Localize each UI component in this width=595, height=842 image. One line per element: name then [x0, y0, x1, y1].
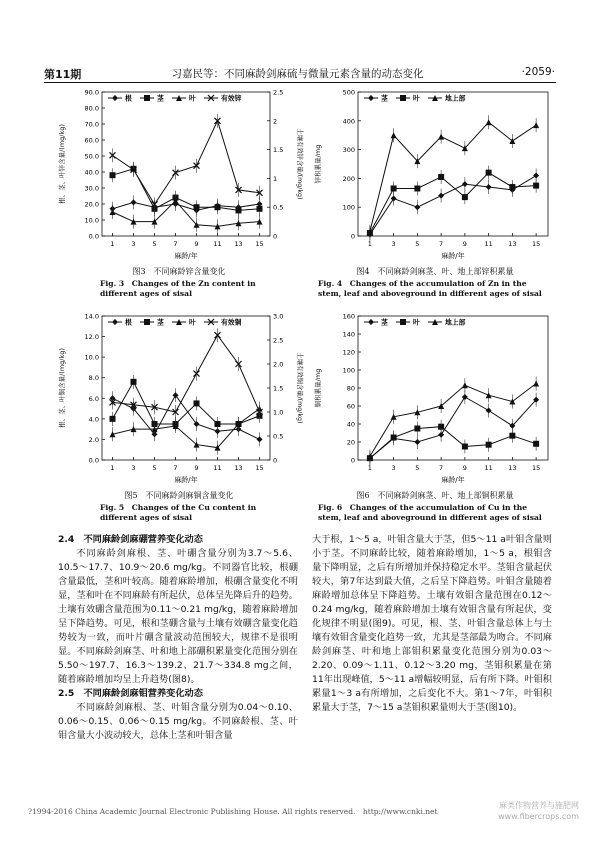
- legend-item: [108, 318, 132, 327]
- y-tick-label: 80.0: [84, 104, 99, 113]
- x-tick-label: 1: [367, 240, 372, 248]
- legend-item: [204, 318, 242, 327]
- data-point: [110, 416, 116, 422]
- data-point: [509, 184, 515, 190]
- data-point: [462, 194, 468, 200]
- data-point: [486, 408, 492, 414]
- running-title: 习嘉民等：不同麻龄剑麻硫与微量元素含量的动态变化: [171, 68, 424, 80]
- legend-marker: [368, 95, 374, 101]
- x-tick-label: 11: [213, 464, 222, 472]
- x-tick-label: 11: [213, 240, 222, 248]
- y-tick-label: 100: [342, 203, 355, 212]
- x-axis-label: 麻龄/年: [441, 476, 465, 484]
- figure-caption-cn: 图3 不同麻龄锌含量变化: [132, 267, 226, 276]
- legend-item: [140, 318, 165, 327]
- x-tick-label: 1: [110, 240, 115, 248]
- y-tick-label: 500: [342, 88, 355, 97]
- y2-tick-label: 2.5: [273, 88, 284, 97]
- data-point: [438, 174, 444, 180]
- y2-tick-label: 0: [273, 232, 278, 241]
- watermark: [498, 800, 579, 822]
- page-number: ·2059·: [521, 66, 555, 78]
- legend-item: [172, 94, 196, 103]
- y-tick-label: 10.0: [84, 216, 99, 225]
- y2-tick-label: 3.0: [273, 312, 284, 321]
- y-tick-label: 10.0: [84, 353, 99, 362]
- legend-item: [140, 94, 165, 103]
- y2-axis-label: 土壤有效锌含量/(mg/kg): [296, 128, 303, 200]
- data-point: [533, 441, 539, 447]
- data-point: [391, 185, 397, 191]
- x-axis-label: 麻龄/年: [174, 476, 198, 484]
- y2-tick-label: 2.5: [273, 336, 284, 345]
- watermark-url: www.fibercrops.com: [498, 812, 579, 821]
- legend-marker: [112, 95, 118, 101]
- y-tick-label: 200: [342, 174, 355, 183]
- legend-item: [172, 318, 196, 327]
- series-line: [113, 395, 260, 439]
- y2-tick-label: 2.0: [273, 360, 284, 369]
- data-point: [438, 424, 444, 430]
- series-line: [370, 122, 536, 231]
- figure-caption-cn: 图4 不同麻龄剑麻茎、叶、地上部锌积累量: [356, 267, 514, 276]
- legend-marker: [144, 319, 150, 325]
- y-tick-label: 90.0: [84, 88, 99, 97]
- x-tick-label: 9: [194, 240, 199, 248]
- header-rule: [44, 82, 556, 83]
- plot-frame: [102, 92, 270, 236]
- series-line: [370, 173, 536, 233]
- series-地上部: [367, 115, 539, 238]
- x-tick-label: 15: [255, 240, 264, 248]
- series-有效锌: [110, 114, 263, 212]
- legend-marker: [368, 319, 374, 325]
- data-point: [414, 426, 420, 432]
- x-tick-label: 5: [152, 464, 157, 472]
- chart-fig6: [310, 308, 560, 488]
- y-tick-label: 8.0: [88, 374, 99, 383]
- x-tick-label: 3: [131, 464, 136, 472]
- chart-fig3: [54, 84, 304, 264]
- x-tick-label: 1: [367, 464, 372, 472]
- y-tick-label: 0: [350, 456, 355, 465]
- series-地上部: [367, 377, 539, 464]
- data-point: [257, 206, 263, 212]
- x-tick-label: 7: [439, 464, 444, 472]
- data-point: [414, 204, 420, 210]
- series-line: [370, 427, 536, 459]
- y-tick-label: 14.0: [84, 312, 99, 321]
- legend-marker: [400, 95, 406, 101]
- paragraph: 大于根，1～5 a，叶钼含量大于茎，但5～11 a叶钼含量则小于茎。不同麻龄比较，随着麻龄增加，1～5 a，根钼含量下降明显，之后有所增加并保持稳定水平。茎钼含量起伏较大，第7年达到最大值，之后呈下降趋势。叶钼含量随着麻龄增加总体呈下降趋势。土壤有效钼含量范围在0.12～0.24 mg/kg，随着麻龄增加土壤有效钼含量有所起伏，变化规律不明显(图9)。可见，根、茎、叶钼含量总体上与土壤有效钼含量变化趋势一致，尤其是茎部最为吻合。不同麻龄剑麻茎、叶和地上部钼积累量变化范围分别为0.03～2.20、0.09～1.11、0.12～3.20 mg，茎钼积累量在第11年出现峰值，5～11 a增幅较明显，后有所下降。叶钼积累量1～3 a有所增加，之后变化不大。第1～7年，叶钼积累量大于茎，7～15 a茎钼积累量则大于茎(图10)。: [312, 534, 552, 713]
- x-tick-label: 15: [531, 464, 541, 472]
- legend-label: 叶: [413, 94, 420, 103]
- figure-caption-cn: 图5 不同麻龄剑麻铜含量变化: [124, 491, 234, 500]
- y-axis-label: 锌积累量/mg: [314, 144, 322, 184]
- y-tick-label: 100: [342, 366, 355, 375]
- data-point: [462, 444, 468, 450]
- x-tick-label: 15: [255, 464, 264, 472]
- data-point: [438, 134, 444, 140]
- data-point: [391, 132, 397, 138]
- y-tick-label: 120: [342, 348, 355, 357]
- legend-label: 茎: [381, 94, 388, 103]
- y-tick-label: 40: [346, 420, 355, 429]
- data-point: [391, 196, 397, 202]
- series-根: [110, 388, 263, 446]
- data-point: [194, 400, 200, 406]
- legend-item: [396, 94, 420, 103]
- y-axis-label: 铜积累量/mg: [314, 368, 322, 408]
- data-point: [131, 199, 137, 205]
- data-point: [462, 394, 468, 400]
- data-point: [509, 433, 515, 439]
- y-axis-label: 根、茎、叶锌含量/(mg/kg): [58, 124, 66, 204]
- y-tick-label: 80: [346, 384, 355, 393]
- data-point: [533, 183, 539, 189]
- legend-item: [204, 94, 242, 103]
- legend-label: 地上部: [445, 94, 466, 103]
- y-tick-label: 30.0: [84, 184, 99, 193]
- legend-label: 有效锌: [221, 94, 242, 103]
- data-point: [194, 204, 200, 210]
- y-tick-label: 60.0: [84, 136, 99, 145]
- y-axis-label: 根、茎、叶铜含量/(mg/kg): [58, 348, 66, 428]
- y-tick-label: 12.0: [84, 333, 99, 342]
- series-根: [110, 195, 263, 217]
- x-tick-label: 13: [234, 464, 243, 472]
- chart-fig4: [310, 84, 560, 264]
- x-tick-label: 9: [194, 464, 199, 472]
- x-tick-label: 5: [415, 240, 420, 248]
- y2-tick-label: 1: [273, 174, 278, 183]
- legend-label: 叶: [189, 94, 196, 103]
- y-tick-label: 0: [350, 232, 355, 241]
- legend-item: [428, 94, 466, 103]
- x-tick-label: 11: [484, 464, 493, 472]
- x-tick-label: 7: [173, 240, 178, 248]
- legend-item: [428, 318, 466, 327]
- y2-tick-label: 1.5: [273, 146, 284, 155]
- legend-label: 叶: [189, 318, 196, 327]
- y-tick-label: 40.0: [84, 168, 99, 177]
- legend-marker: [144, 95, 150, 101]
- data-point: [391, 435, 397, 441]
- body-column-right: [312, 533, 552, 715]
- legend-marker: [112, 319, 118, 325]
- data-point: [486, 442, 492, 448]
- y-tick-label: 0.0: [88, 232, 99, 241]
- x-axis-label: 麻龄/年: [174, 252, 198, 260]
- legend-item: [396, 318, 420, 327]
- series-叶: [110, 194, 263, 234]
- data-point: [462, 382, 468, 388]
- section-heading: 2.5 不同麻龄剑麻钼营养变化动态: [58, 688, 203, 699]
- data-point: [462, 181, 468, 187]
- legend-label: 根: [125, 94, 132, 103]
- legend-label: 茎: [157, 318, 164, 327]
- y-tick-label: 160: [342, 312, 355, 321]
- x-tick-label: 3: [391, 464, 396, 472]
- figure-caption-en: Fig. 6 Changes of the accumulation of Cu in the stem, leaf and aboveground in different ages of sisal: [318, 503, 542, 522]
- x-tick-label: 7: [173, 464, 178, 472]
- data-point: [110, 172, 116, 178]
- legend-marker: [400, 319, 406, 325]
- legend-label: 茎: [381, 318, 388, 327]
- legend-label: 有效铜: [221, 318, 242, 327]
- y2-tick-label: 2: [273, 117, 278, 126]
- y-tick-label: 70.0: [84, 120, 99, 129]
- figure-caption-en: Fig. 5 Changes of the Cu content in different ages of sisal: [100, 503, 257, 522]
- data-point: [414, 185, 420, 191]
- legend-label: 叶: [413, 318, 420, 327]
- legend-label: 根: [125, 318, 132, 327]
- y2-tick-label: 1.0: [273, 408, 284, 417]
- legend-item: [364, 318, 389, 327]
- data-point: [215, 204, 221, 210]
- x-tick-label: 3: [131, 240, 136, 248]
- data-point: [486, 184, 492, 190]
- y-tick-label: 400: [342, 117, 355, 126]
- x-tick-label: 9: [462, 240, 467, 248]
- series-叶: [367, 166, 539, 240]
- y2-tick-label: 0.5: [273, 432, 284, 441]
- data-point: [438, 193, 444, 199]
- y-tick-label: 50.0: [84, 152, 99, 161]
- y-tick-label: 300: [342, 146, 355, 155]
- x-tick-label: 5: [415, 464, 420, 472]
- x-tick-label: 11: [484, 240, 493, 248]
- copyright-footer: ?1994-2016 China Academic Journal Electronic Publishing House. All rights reserved. http://www.cnki.net: [28, 807, 438, 816]
- data-point: [486, 119, 492, 125]
- x-tick-label: 5: [152, 240, 157, 248]
- data-point: [486, 392, 492, 398]
- series-茎: [367, 169, 539, 242]
- legend-item: [364, 94, 389, 103]
- legend-label: 地上部: [445, 318, 466, 327]
- figure-caption-cn: 图6 不同麻龄剑麻茎、叶、地上部铜积累量: [356, 491, 514, 500]
- y-tick-label: 0.0: [88, 456, 99, 465]
- x-tick-label: 13: [234, 240, 243, 248]
- y-tick-label: 6.0: [88, 394, 99, 403]
- series-有效铜: [110, 328, 263, 419]
- figure-caption-en: Fig. 3 Changes of the Zn content in different ages of sisal: [100, 279, 256, 298]
- data-point: [215, 421, 221, 427]
- watermark-line: 麻类作物营养与施肥网: [499, 801, 579, 810]
- y-tick-label: 140: [342, 330, 355, 339]
- data-point: [110, 209, 116, 215]
- issue-number: 第11期: [44, 68, 82, 81]
- data-point: [414, 439, 420, 445]
- series-line: [113, 335, 260, 412]
- series-line: [370, 384, 536, 457]
- section-heading: 2.4 不同麻龄剑麻硼营养变化动态: [58, 534, 203, 545]
- figure-caption-en: Fig. 4 Changes of the accumulation of Zn in the stem, leaf and aboveground in different ages of sisal: [318, 279, 542, 298]
- y2-tick-label: 0: [273, 456, 278, 465]
- legend-label: 茎: [157, 94, 164, 103]
- data-point: [131, 379, 137, 385]
- y-tick-label: 20: [346, 438, 355, 447]
- x-tick-label: 13: [508, 240, 517, 248]
- x-tick-label: 1: [110, 464, 115, 472]
- data-point: [533, 173, 539, 179]
- y2-tick-label: 0.5: [273, 203, 284, 212]
- y-tick-label: 2.0: [88, 435, 99, 444]
- x-tick-label: 3: [391, 240, 396, 248]
- y-tick-label: 20.0: [84, 200, 99, 209]
- data-point: [533, 381, 539, 387]
- data-point: [533, 122, 539, 128]
- plot-frame: [102, 316, 270, 460]
- x-tick-label: 7: [439, 240, 444, 248]
- legend-item: [108, 94, 132, 103]
- data-point: [486, 170, 492, 176]
- paragraph: 不同麻龄剑麻根、茎、叶硼含量分别为3.7～5.6、10.5～17.7、10.9～20.6 mg/kg。不同器官比较，根硼含量最低，茎和叶较高。随着麻龄增加，根硼含量变化不明显，茎和叶在不同麻龄有所起伏，总体呈先降后升的趋势。土壤有效硼含量范围为0.11～0.21 mg/kg，随着麻龄增加呈下降趋势。可见，根和茎硼含量与土壤有效硼含量变化趋势较为一致，而叶片硼含量波动范围较大，规律不是很明显。不同麻龄剑麻茎、叶和地上部硼积累量变化范围分别在5.50～197.7、16.3～139.2、21.7～334.8 mg之间，随着麻龄增加均呈上升趋势(图8)。: [58, 548, 298, 685]
- data-point: [236, 207, 242, 213]
- chart-fig5: [54, 308, 304, 488]
- x-tick-label: 9: [462, 464, 467, 472]
- y-tick-label: 60: [346, 402, 355, 411]
- data-point: [257, 436, 263, 442]
- x-tick-label: 15: [531, 240, 541, 248]
- paragraph: 不同麻龄剑麻根、茎、叶钼含量分别为0.04～0.10、0.06～0.15、0.06～0.15 mg/kg。不同麻龄根、茎、叶钼含量大小波动较大，总体上茎和叶钼含量: [58, 702, 298, 741]
- y2-tick-label: 1.5: [273, 384, 284, 393]
- body-column-left: [58, 533, 298, 743]
- y2-axis-label: 土壤有效铜含量/(mg/kg): [296, 352, 303, 424]
- y-tick-label: 4.0: [88, 415, 99, 424]
- x-axis-label: 麻龄/年: [441, 252, 465, 260]
- x-tick-label: 13: [508, 464, 517, 472]
